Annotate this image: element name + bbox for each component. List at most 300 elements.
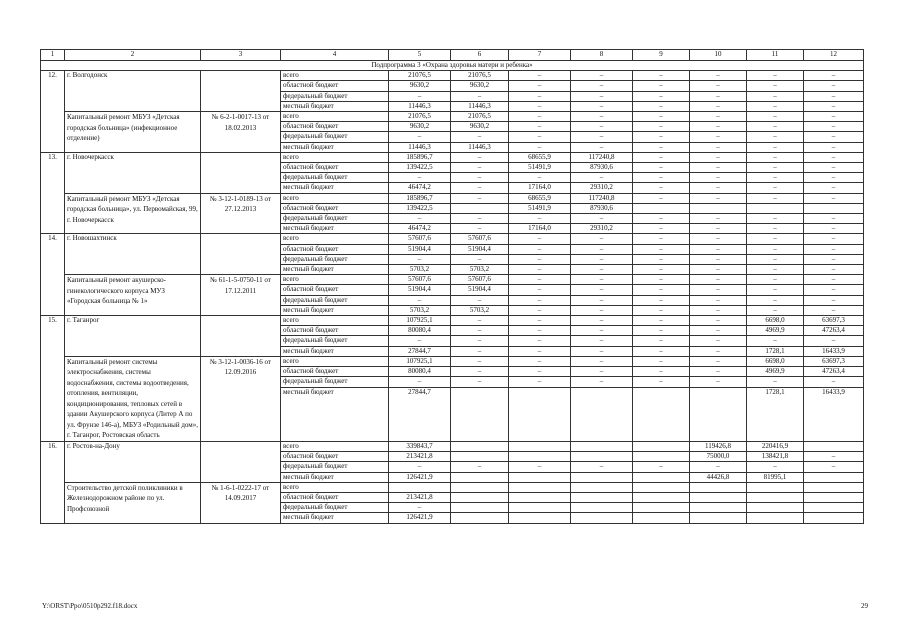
budget-source: федеральный бюджет <box>281 295 389 305</box>
value-cell: – <box>451 316 509 326</box>
value-cell: – <box>690 377 747 387</box>
value-cell: – <box>633 152 690 162</box>
budget-source: федеральный бюджет <box>281 132 389 142</box>
value-cell: – <box>389 377 451 387</box>
value-cell: 4969,9 <box>747 367 804 377</box>
budget-source: областной бюджет <box>281 492 389 502</box>
value-cell: – <box>804 132 864 142</box>
value-cell: – <box>633 356 690 366</box>
reg-number-empty <box>201 234 281 275</box>
value-cell: – <box>509 112 571 122</box>
header-cell: 4 <box>281 50 389 61</box>
value-cell: – <box>747 163 804 173</box>
value-cell: – <box>571 173 633 183</box>
value-cell: – <box>633 112 690 122</box>
value-cell: – <box>747 214 804 224</box>
value-cell: 51904,4 <box>389 285 451 295</box>
table-row <box>41 482 864 492</box>
value-cell: 6698,0 <box>747 316 804 326</box>
value-cell: – <box>571 326 633 336</box>
value-cell: – <box>633 265 690 275</box>
value-cell: – <box>389 91 451 101</box>
value-cell: – <box>571 377 633 387</box>
value-cell: – <box>747 295 804 305</box>
value-cell: – <box>747 265 804 275</box>
header-cell: 11 <box>747 50 804 61</box>
budget-source: местный бюджет <box>281 142 389 152</box>
value-cell: 87930,6 <box>571 203 633 213</box>
value-cell: – <box>804 81 864 91</box>
value-cell: – <box>690 163 747 173</box>
value-cell: – <box>747 224 804 234</box>
footer-file-path: Y:\ORST\Ppo\0510p292.f18.docx <box>42 602 138 610</box>
value-cell: – <box>509 122 571 132</box>
budget-source: федеральный бюджет <box>281 173 389 183</box>
value-cell: – <box>690 346 747 356</box>
value-cell: – <box>804 152 864 162</box>
value-cell: – <box>633 462 690 472</box>
value-cell: – <box>804 234 864 244</box>
value-cell: – <box>747 254 804 264</box>
value-cell <box>690 387 747 441</box>
object-description: Строительство детской поликлиники в Железнодорожном районе по ул. Профсоюзной <box>65 482 201 523</box>
value-cell: – <box>747 193 804 203</box>
value-cell: – <box>690 101 747 111</box>
value-cell: – <box>804 285 864 295</box>
value-cell: 138421,8 <box>747 452 804 462</box>
value-cell: 213421,8 <box>389 492 451 502</box>
registration-number: № 3-12-1-0036-16 от 12.09.2016 <box>201 356 281 441</box>
value-cell: – <box>451 224 509 234</box>
value-cell: – <box>509 173 571 183</box>
value-cell: – <box>747 244 804 254</box>
value-cell: 11446,3 <box>451 142 509 152</box>
value-cell <box>633 482 690 492</box>
value-cell: 68655,9 <box>509 193 571 203</box>
registration-number: № 61-1-5-0750-11 от 17.12.2011 <box>201 275 281 316</box>
value-cell: 107925,1 <box>389 316 451 326</box>
budget-source: областной бюджет <box>281 244 389 254</box>
value-cell: – <box>804 142 864 152</box>
value-cell: 11446,3 <box>451 101 509 111</box>
page-number: 29 <box>861 602 868 610</box>
value-cell: 17164,0 <box>509 183 571 193</box>
value-cell: – <box>633 305 690 315</box>
reg-number-empty <box>201 441 281 482</box>
value-cell: – <box>690 234 747 244</box>
value-cell: – <box>509 346 571 356</box>
value-cell: – <box>633 295 690 305</box>
value-cell: – <box>804 295 864 305</box>
value-cell: 46474,2 <box>389 224 451 234</box>
object-description: Капитальный ремонт системы электроснабжения, системы водоснабжения, системы водоотведения, отопления, вентиляции, кондиционирования, тепловых сетей в здании Акушерского корпуса (Литер А по ул. Фрунзе 146-а), МБУЗ «Родильный дом», г. Таганрог, Ростовская область <box>65 356 201 441</box>
value-cell: – <box>389 503 451 513</box>
value-cell: – <box>509 367 571 377</box>
value-cell: – <box>571 275 633 285</box>
value-cell: 51491,9 <box>509 163 571 173</box>
value-cell: – <box>633 336 690 346</box>
budget-source: федеральный бюджет <box>281 336 389 346</box>
value-cell: – <box>389 173 451 183</box>
value-cell <box>509 441 571 451</box>
value-cell: 21076,5 <box>389 71 451 81</box>
value-cell: 9630,2 <box>451 81 509 91</box>
value-cell: 21076,5 <box>451 71 509 81</box>
value-cell: – <box>804 173 864 183</box>
table-row <box>41 356 864 366</box>
value-cell: 185896,7 <box>389 193 451 203</box>
value-cell: – <box>804 462 864 472</box>
value-cell: – <box>804 101 864 111</box>
value-cell: – <box>389 254 451 264</box>
value-cell: – <box>571 234 633 244</box>
budget-source: местный бюджет <box>281 183 389 193</box>
value-cell: – <box>747 91 804 101</box>
value-cell: 68655,9 <box>509 152 571 162</box>
table-row <box>41 275 864 285</box>
header-cell: 5 <box>389 50 451 61</box>
value-cell: – <box>804 193 864 203</box>
table-row <box>41 316 864 326</box>
subprogram-title: Подпрограмма 3 «Охрана здоровья матери и ребенка» <box>41 61 864 71</box>
value-cell <box>451 452 509 462</box>
value-cell: – <box>747 81 804 91</box>
value-cell: 51904,4 <box>389 244 451 254</box>
header-cell: 9 <box>633 50 690 61</box>
value-cell: 44426,8 <box>690 472 747 482</box>
budget-source: всего <box>281 482 389 492</box>
value-cell: 63697,3 <box>804 316 864 326</box>
value-cell: – <box>571 285 633 295</box>
value-cell: – <box>804 112 864 122</box>
value-cell: – <box>804 452 864 462</box>
budget-source: областной бюджет <box>281 326 389 336</box>
value-cell: – <box>633 142 690 152</box>
value-cell: 11446,3 <box>389 142 451 152</box>
budget-source: местный бюджет <box>281 101 389 111</box>
table-row <box>41 441 864 451</box>
value-cell: 139422,5 <box>389 203 451 213</box>
budget-source: всего <box>281 234 389 244</box>
value-cell: – <box>633 91 690 101</box>
value-cell: – <box>451 295 509 305</box>
budget-source: местный бюджет <box>281 224 389 234</box>
value-cell: 27844,7 <box>389 346 451 356</box>
value-cell: – <box>747 101 804 111</box>
value-cell: – <box>690 275 747 285</box>
value-cell: – <box>509 356 571 366</box>
value-cell: – <box>633 234 690 244</box>
value-cell: 6698,0 <box>747 356 804 366</box>
value-cell: 57607,6 <box>389 275 451 285</box>
city-name: г. Ростов-на-Дону <box>65 441 201 482</box>
value-cell: 75000,0 <box>690 452 747 462</box>
value-cell: 80080,4 <box>389 367 451 377</box>
value-cell: – <box>571 346 633 356</box>
value-cell: 29310,2 <box>571 183 633 193</box>
value-cell: – <box>571 71 633 81</box>
value-cell <box>747 503 804 513</box>
value-cell: – <box>747 285 804 295</box>
value-cell <box>633 387 690 441</box>
value-cell: – <box>571 305 633 315</box>
value-cell: – <box>690 336 747 346</box>
object-description: Капитальный ремонт МБУЗ «Детская городская больница», ул. Первомайская, 99, г. Новочеркасск <box>65 193 201 234</box>
value-cell: – <box>747 305 804 315</box>
subprogram-row <box>41 61 864 71</box>
value-cell: 4969,9 <box>747 326 804 336</box>
value-cell <box>451 387 509 441</box>
value-cell: – <box>509 336 571 346</box>
value-cell: – <box>804 122 864 132</box>
value-cell: – <box>804 71 864 81</box>
budget-source: областной бюджет <box>281 81 389 91</box>
value-cell: – <box>451 462 509 472</box>
value-cell: – <box>571 112 633 122</box>
city-name: г. Новошахтинск <box>65 234 201 275</box>
value-cell <box>633 203 690 213</box>
value-cell: – <box>509 377 571 387</box>
value-cell: – <box>451 193 509 203</box>
budget-source: областной бюджет <box>281 285 389 295</box>
value-cell: – <box>571 244 633 254</box>
value-cell: – <box>509 81 571 91</box>
header-cell: 8 <box>571 50 633 61</box>
value-cell <box>690 492 747 502</box>
value-cell: – <box>509 132 571 142</box>
value-cell: – <box>571 367 633 377</box>
value-cell <box>451 503 509 513</box>
value-cell: – <box>690 132 747 142</box>
value-cell: – <box>690 71 747 81</box>
registration-number: № 6-2-1-0017-13 от 18.02.2013 <box>201 112 281 153</box>
budget-source: федеральный бюджет <box>281 91 389 101</box>
value-cell: – <box>451 336 509 346</box>
value-cell: – <box>451 132 509 142</box>
value-cell: 46474,2 <box>389 183 451 193</box>
value-cell: – <box>451 152 509 162</box>
value-cell: – <box>690 183 747 193</box>
value-cell: – <box>633 81 690 91</box>
value-cell: – <box>509 71 571 81</box>
budget-source: всего <box>281 275 389 285</box>
value-cell <box>571 441 633 451</box>
value-cell: 1728,1 <box>747 387 804 441</box>
value-cell: – <box>451 163 509 173</box>
value-cell: – <box>633 193 690 203</box>
value-cell: – <box>389 336 451 346</box>
object-description: Капитальный ремонт акушерско-гинекологического корпуса МУЗ «Городская больница № 1» <box>65 275 201 316</box>
header-row <box>41 50 864 61</box>
value-cell <box>571 387 633 441</box>
value-cell <box>451 472 509 482</box>
budget-source: федеральный бюджет <box>281 254 389 264</box>
value-cell <box>509 492 571 502</box>
value-cell <box>451 482 509 492</box>
row-number: 15. <box>41 316 65 442</box>
value-cell: – <box>633 346 690 356</box>
value-cell: 9630,2 <box>389 81 451 91</box>
value-cell <box>633 441 690 451</box>
value-cell: – <box>389 462 451 472</box>
table-row <box>41 71 864 81</box>
value-cell: 139422,5 <box>389 163 451 173</box>
value-cell: – <box>804 336 864 346</box>
value-cell: 5703,2 <box>451 265 509 275</box>
value-cell: – <box>633 377 690 387</box>
value-cell: – <box>509 265 571 275</box>
value-cell: – <box>571 142 633 152</box>
value-cell: – <box>509 285 571 295</box>
value-cell: – <box>509 244 571 254</box>
value-cell <box>747 513 804 523</box>
value-cell: – <box>747 377 804 387</box>
row-number: 16. <box>41 441 65 523</box>
value-cell: – <box>747 173 804 183</box>
value-cell: – <box>571 91 633 101</box>
budget-source: областной бюджет <box>281 163 389 173</box>
value-cell <box>690 482 747 492</box>
value-cell: 11446,3 <box>389 101 451 111</box>
value-cell: – <box>690 305 747 315</box>
value-cell: – <box>690 214 747 224</box>
value-cell: 47263,4 <box>804 326 864 336</box>
value-cell <box>747 482 804 492</box>
value-cell: 87930,6 <box>571 163 633 173</box>
value-cell: – <box>690 152 747 162</box>
value-cell: – <box>690 81 747 91</box>
value-cell: – <box>804 377 864 387</box>
value-cell: 80080,4 <box>389 326 451 336</box>
value-cell: 5703,2 <box>389 305 451 315</box>
value-cell: – <box>747 142 804 152</box>
header-cell: 10 <box>690 50 747 61</box>
value-cell <box>509 482 571 492</box>
budget-source: всего <box>281 112 389 122</box>
registration-number: № 3-12-1-0189-13 от 27.12.2013 <box>201 193 281 234</box>
value-cell: – <box>747 71 804 81</box>
value-cell: 107925,1 <box>389 356 451 366</box>
value-cell <box>451 513 509 523</box>
value-cell: – <box>571 295 633 305</box>
value-cell <box>451 441 509 451</box>
row-number: 13. <box>41 152 65 234</box>
value-cell <box>804 441 864 451</box>
value-cell: 5703,2 <box>451 305 509 315</box>
budget-source: всего <box>281 71 389 81</box>
value-cell: – <box>804 254 864 264</box>
table-row <box>41 112 864 122</box>
value-cell: – <box>804 275 864 285</box>
value-cell: – <box>690 265 747 275</box>
value-cell: – <box>633 132 690 142</box>
value-cell: 220416,9 <box>747 441 804 451</box>
value-cell: – <box>690 285 747 295</box>
row-number: 14. <box>41 234 65 316</box>
value-cell: – <box>509 316 571 326</box>
value-cell: 47263,4 <box>804 367 864 377</box>
budget-source: местный бюджет <box>281 346 389 356</box>
value-cell: 21076,5 <box>451 112 509 122</box>
value-cell: – <box>633 122 690 132</box>
value-cell <box>804 482 864 492</box>
city-name: г. Новочеркасск <box>65 152 201 193</box>
header-cell: 12 <box>804 50 864 61</box>
value-cell: – <box>633 71 690 81</box>
value-cell: – <box>509 326 571 336</box>
value-cell: 27844,7 <box>389 387 451 441</box>
budget-source: местный бюджет <box>281 472 389 482</box>
value-cell <box>690 203 747 213</box>
value-cell: 51491,9 <box>509 203 571 213</box>
value-cell: – <box>690 254 747 264</box>
value-cell: – <box>571 265 633 275</box>
value-cell: – <box>633 275 690 285</box>
value-cell <box>804 492 864 502</box>
value-cell: – <box>747 275 804 285</box>
value-cell: – <box>690 367 747 377</box>
value-cell: – <box>633 367 690 377</box>
value-cell: – <box>509 462 571 472</box>
table-row <box>41 193 864 203</box>
value-cell <box>451 492 509 502</box>
value-cell: 339843,7 <box>389 441 451 451</box>
budget-source: местный бюджет <box>281 305 389 315</box>
value-cell: – <box>690 356 747 366</box>
value-cell: 63697,3 <box>804 356 864 366</box>
value-cell: – <box>633 214 690 224</box>
value-cell: – <box>747 462 804 472</box>
value-cell: 21076,5 <box>389 112 451 122</box>
value-cell: – <box>509 91 571 101</box>
budget-source: областной бюджет <box>281 203 389 213</box>
header-cell: 3 <box>201 50 281 61</box>
value-cell: 213421,8 <box>389 452 451 462</box>
value-cell: – <box>633 326 690 336</box>
budget-source: всего <box>281 441 389 451</box>
value-cell: – <box>451 214 509 224</box>
value-cell <box>804 503 864 513</box>
value-cell: – <box>451 356 509 366</box>
value-cell: – <box>804 244 864 254</box>
value-cell: – <box>571 254 633 264</box>
value-cell: – <box>747 132 804 142</box>
value-cell <box>571 513 633 523</box>
value-cell: – <box>451 326 509 336</box>
header-cell: 7 <box>509 50 571 61</box>
value-cell: – <box>451 377 509 387</box>
value-cell <box>747 492 804 502</box>
value-cell: – <box>633 316 690 326</box>
value-cell: – <box>690 295 747 305</box>
value-cell <box>690 503 747 513</box>
value-cell: – <box>633 101 690 111</box>
budget-source: федеральный бюджет <box>281 462 389 472</box>
budget-source: областной бюджет <box>281 122 389 132</box>
value-cell: 185896,7 <box>389 152 451 162</box>
value-cell: – <box>804 91 864 101</box>
budget-source: федеральный бюджет <box>281 214 389 224</box>
value-cell: – <box>690 244 747 254</box>
value-cell: – <box>804 224 864 234</box>
value-cell: – <box>690 193 747 203</box>
value-cell: 29310,2 <box>571 224 633 234</box>
value-cell: 57607,6 <box>389 234 451 244</box>
value-cell <box>571 452 633 462</box>
value-cell: – <box>690 224 747 234</box>
header-cell: 2 <box>65 50 201 61</box>
budget-source: местный бюджет <box>281 513 389 523</box>
